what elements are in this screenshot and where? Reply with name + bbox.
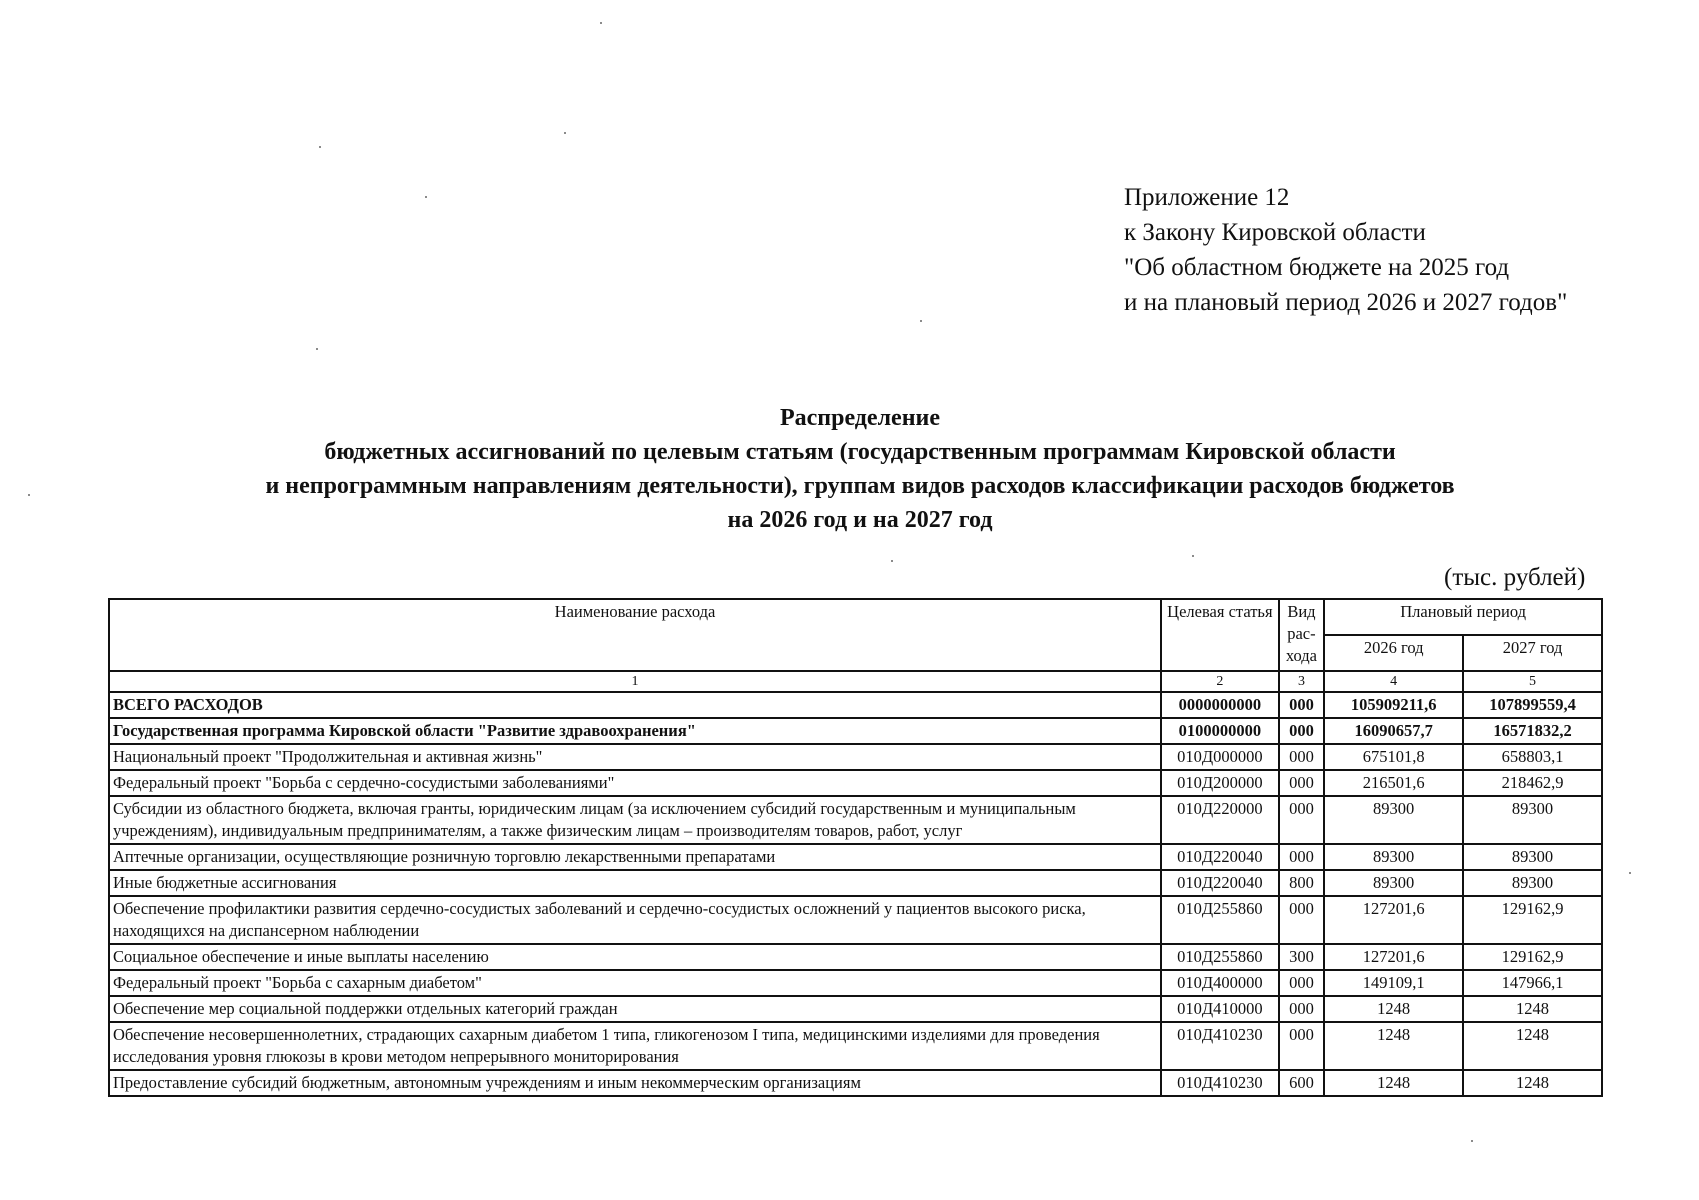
row-code: 010Д220040	[1161, 870, 1279, 896]
title-line: на 2026 год и на 2027 год	[727, 507, 993, 533]
title-line: Распределение	[779, 405, 941, 431]
row-2027: 658803,1	[1463, 744, 1602, 770]
row-2026: 89300	[1324, 796, 1463, 844]
header-year-2026: 2026 год	[1324, 635, 1463, 671]
row-2026: 216501,6	[1324, 770, 1463, 796]
units-label: (тыс. рублей)	[1444, 564, 1586, 591]
row-2026: 105909211,6	[1324, 692, 1463, 718]
table-row	[109, 692, 1602, 718]
row-vid: 000	[1279, 970, 1325, 996]
table-row	[109, 870, 1602, 896]
row-name: Обеспечение мер социальной поддержки отдельных категорий граждан	[109, 996, 1161, 1022]
row-2026: 149109,1	[1324, 970, 1463, 996]
scan-speck	[891, 560, 893, 562]
table-row	[109, 770, 1602, 796]
appendix-line: Приложение 12	[1124, 184, 1290, 211]
table-row	[109, 1022, 1602, 1070]
row-vid: 000	[1279, 996, 1325, 1022]
table-header	[109, 599, 1602, 692]
row-name: Государственная программа Кировской области "Развитие здравоохранения"	[109, 718, 1161, 744]
row-2027: 16571832,2	[1463, 718, 1602, 744]
row-name: Обеспечение несовершеннолетних, страдающих сахарным диабетом 1 типа, гликогенозом I типа, медицинскими изделиями для проведения исследования уровня глюкозы в крови методом непрерывного мониторирования	[109, 1022, 1161, 1070]
row-code: 010Д220000	[1161, 796, 1279, 844]
row-name: Федеральный проект "Борьба с сердечно-сосудистыми заболеваниями"	[109, 770, 1161, 796]
row-name: Предоставление субсидий бюджетным, автономным учреждениям и иным некоммерческим организациям	[109, 1070, 1161, 1096]
row-code: 010Д410230	[1161, 1070, 1279, 1096]
row-name: Иные бюджетные ассигнования	[109, 870, 1161, 896]
appendix-header	[1124, 180, 1567, 320]
table-row	[109, 1070, 1602, 1096]
row-vid: 000	[1279, 796, 1325, 844]
row-2027: 89300	[1463, 870, 1602, 896]
table-row	[109, 896, 1602, 944]
scan-speck	[1629, 872, 1631, 874]
row-2026: 675101,8	[1324, 744, 1463, 770]
column-number: 4	[1324, 671, 1463, 692]
row-code: 010Д000000	[1161, 744, 1279, 770]
row-code: 010Д255860	[1161, 944, 1279, 970]
title-line: бюджетных ассигнований по целевым статьям (государственным программам Кировской области	[324, 439, 1396, 465]
row-code: 0000000000	[1161, 692, 1279, 718]
table-row	[109, 944, 1602, 970]
row-2027: 1248	[1463, 996, 1602, 1022]
row-2026: 127201,6	[1324, 944, 1463, 970]
appendix-line: и на плановый период 2026 и 2027 годов"	[1124, 289, 1568, 316]
scan-speck	[319, 146, 321, 148]
row-vid: 800	[1279, 870, 1325, 896]
row-name: Национальный проект "Продолжительная и активная жизнь"	[109, 744, 1161, 770]
row-2026: 16090657,7	[1324, 718, 1463, 744]
table-row	[109, 718, 1602, 744]
row-2026: 127201,6	[1324, 896, 1463, 944]
column-number: 5	[1463, 671, 1602, 692]
row-2027: 147966,1	[1463, 970, 1602, 996]
row-2026: 89300	[1324, 870, 1463, 896]
row-code: 010Д200000	[1161, 770, 1279, 796]
scan-speck	[564, 132, 566, 134]
row-2026: 89300	[1324, 844, 1463, 870]
row-vid: 000	[1279, 692, 1325, 718]
row-2026: 1248	[1324, 1022, 1463, 1070]
row-vid: 000	[1279, 718, 1325, 744]
header-vid: Вид рас- хода	[1279, 599, 1325, 671]
row-2027: 1248	[1463, 1022, 1602, 1070]
table-row	[109, 744, 1602, 770]
title-line: и непрограммным направлениям деятельности), группам видов расходов классификации расходов бюджетов	[265, 473, 1455, 499]
row-name: Обеспечение профилактики развития сердечно-сосудистых заболеваний и сердечно-сосудистых осложнений у пациентов высокого риска, находящихся на диспансерном наблюдении	[109, 896, 1161, 944]
row-code: 0100000000	[1161, 718, 1279, 744]
row-vid: 000	[1279, 896, 1325, 944]
column-numbers-row	[109, 671, 1602, 692]
row-code: 010Д410000	[1161, 996, 1279, 1022]
row-2027: 107899559,4	[1463, 692, 1602, 718]
table-row	[109, 844, 1602, 870]
row-2027: 89300	[1463, 844, 1602, 870]
row-2027: 89300	[1463, 796, 1602, 844]
row-2027: 129162,9	[1463, 944, 1602, 970]
appendix-line: "Об областном бюджете на 2025 год	[1124, 254, 1510, 281]
table-body	[109, 692, 1602, 1096]
row-vid: 300	[1279, 944, 1325, 970]
header-code: Целевая статья	[1161, 599, 1279, 671]
budget-table	[108, 598, 1603, 1097]
row-code: 010Д410230	[1161, 1022, 1279, 1070]
scan-speck	[1471, 1140, 1473, 1142]
header-name: Наименование расхода	[109, 599, 1161, 671]
table-row	[109, 996, 1602, 1022]
row-vid: 000	[1279, 844, 1325, 870]
row-vid: 000	[1279, 744, 1325, 770]
row-code: 010Д400000	[1161, 970, 1279, 996]
table-row	[109, 796, 1602, 844]
scan-speck	[316, 348, 318, 350]
header-period: Плановый период	[1324, 599, 1602, 635]
row-name: Социальное обеспечение и иные выплаты населению	[109, 944, 1161, 970]
document-title	[0, 401, 1699, 537]
scan-speck	[425, 196, 427, 198]
row-name: Федеральный проект "Борьба с сахарным диабетом"	[109, 970, 1161, 996]
header-year-2027: 2027 год	[1463, 635, 1602, 671]
row-2026: 1248	[1324, 996, 1463, 1022]
row-2027: 218462,9	[1463, 770, 1602, 796]
column-number: 3	[1279, 671, 1325, 692]
scan-speck	[600, 22, 602, 24]
row-2026: 1248	[1324, 1070, 1463, 1096]
row-vid: 000	[1279, 770, 1325, 796]
row-vid: 000	[1279, 1022, 1325, 1070]
table-row	[109, 970, 1602, 996]
row-code: 010Д220040	[1161, 844, 1279, 870]
scan-speck	[28, 494, 30, 496]
scan-speck	[920, 320, 922, 322]
row-name: ВСЕГО РАСХОДОВ	[109, 692, 1161, 718]
column-number: 2	[1161, 671, 1279, 692]
row-name: Аптечные организации, осуществляющие розничную торговлю лекарственными препаратами	[109, 844, 1161, 870]
column-number: 1	[109, 671, 1161, 692]
row-name: Субсидии из областного бюджета, включая гранты, юридическим лицам (за исключением субсидий государственным и муниципальным учреждениям), индивидуальным предпринимателям, а также физическим лицам – производителям товаров, работ, услуг	[109, 796, 1161, 844]
row-2027: 129162,9	[1463, 896, 1602, 944]
row-2027: 1248	[1463, 1070, 1602, 1096]
appendix-line: к Закону Кировской области	[1124, 219, 1426, 246]
row-vid: 600	[1279, 1070, 1325, 1096]
row-code: 010Д255860	[1161, 896, 1279, 944]
scan-speck	[1192, 555, 1194, 557]
